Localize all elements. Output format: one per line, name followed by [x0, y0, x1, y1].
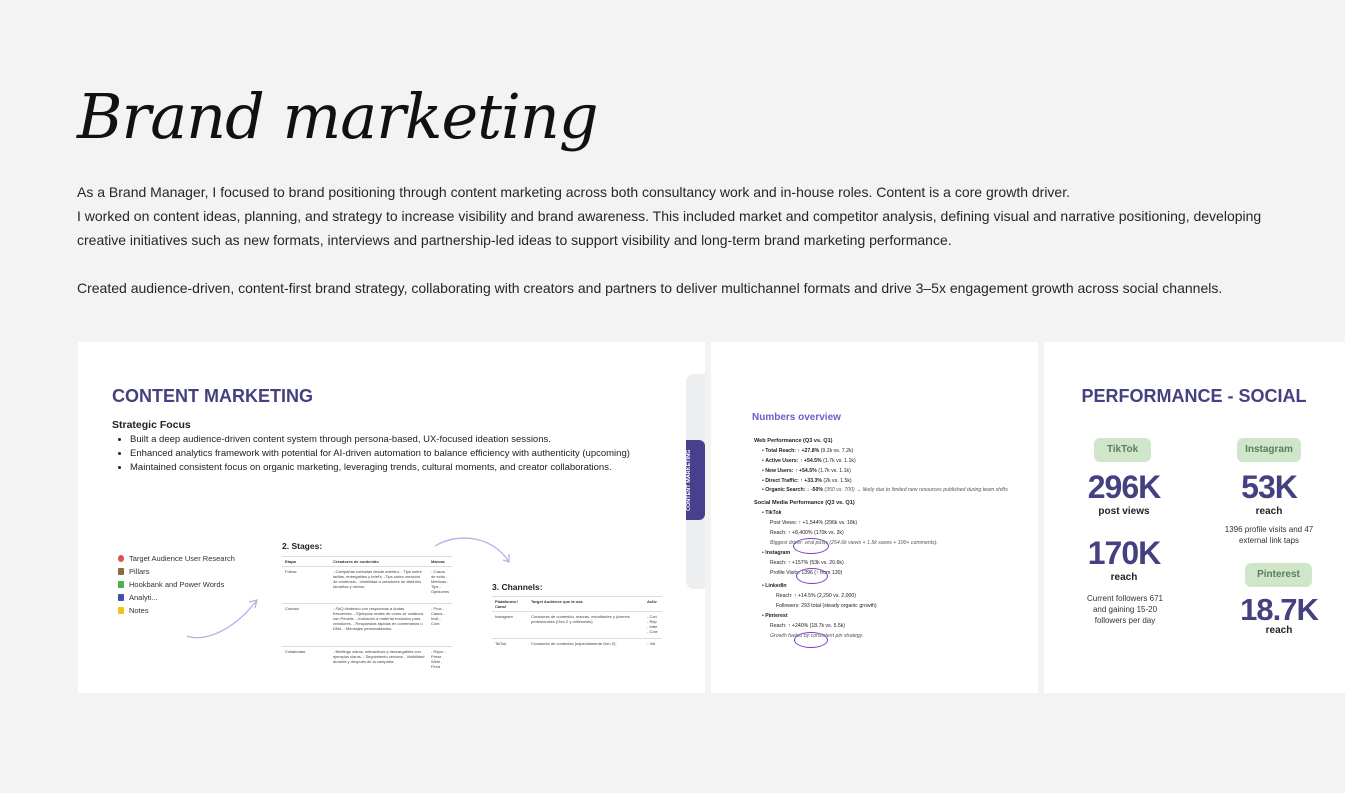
metric-delta: ↑ +54.5%	[794, 468, 817, 474]
table-cell: Creadores de contenido, marcas, estudiantes y jóvenes profesionales (Gen Z y millennials)	[528, 612, 644, 639]
metric-row: • New Users: ↑ +54.5% (1.7k vs. 1.1k)	[762, 468, 851, 474]
platform-label: • LinkedIn	[762, 583, 787, 589]
table-cell: - Campañas contadas desde adentro. - Tips sobre tarifas, entregables y brief's. -Tips sobre creación de contenido. -Visibilidad a creadores de distintos tamaños y nichos.	[330, 567, 428, 604]
intro-paragraph: Created audience-driven, content-first brand strategy, collaborating with creators and partners to deliver multichannel formats and drive 3–5x engagement growth across social channels.	[77, 280, 1223, 296]
image-gallery[interactable]	[78, 342, 1345, 693]
table-cell: - Proc - Casos - Invit - Cont	[428, 604, 452, 647]
table-cell: - Vid	[644, 639, 662, 649]
nav-item-label: Hookbank and Power Words	[129, 580, 225, 589]
platform-label: • TikTok	[762, 510, 782, 516]
metric-row: • Organic Search: ↓ -50% (350 vs. 700) → likely due to limited new resources published during team shifts	[762, 487, 1008, 493]
metric-row: • Direct Traffic: ↑ +33.3% (2k vs. 1.5k)	[762, 478, 852, 484]
list-item: • Enhanced analytics framework with potential for AI-driven automation to balance efficiency with authenticity (upcoming)	[130, 447, 640, 461]
nav-item	[118, 552, 235, 565]
tiktok-note: Current followers 671 and gaining 15-20 followers per day	[1086, 594, 1164, 625]
nav-item	[118, 565, 235, 578]
metric-label: Total Reach:	[765, 448, 797, 454]
metric-detail: (2k vs. 1.5k)	[823, 478, 852, 484]
metric-detail: (1.7k vs. 1.1k)	[823, 458, 856, 464]
table-row	[282, 604, 452, 647]
table-cell: - FAQ dinámico con respuestas a dudas frecuentes. - Ejemplos reales de cómo se colabora con Pencils. - Invitación a material exclusivo para creadores. - Respuestas rápidas en comentarios o DMs. - Mensajes personalizados.	[330, 604, 428, 647]
platform-name: LinkedIn	[765, 583, 787, 589]
channels-table	[492, 596, 662, 648]
tiktok-reach-value: 170K	[1087, 535, 1161, 571]
chart-icon	[118, 594, 124, 601]
table-cell: Follow	[282, 567, 330, 604]
pillar-icon	[118, 568, 124, 575]
platform-name: Pinterest	[765, 613, 788, 619]
metric-detail: (350 vs. 700) → likely due to limited new resources published during team shifts	[824, 487, 1008, 493]
table-cell: TikTok	[492, 639, 528, 649]
table-row	[492, 612, 662, 639]
slide-heading: PERFORMANCE - SOCIAL	[1081, 386, 1307, 406]
metric-row: • Total Reach: ↑ +27.8% (9.2k vs. 7.2k)	[762, 448, 854, 454]
content-marketing-slide[interactable]	[78, 342, 705, 693]
pinterest-reach-value: 18.7K	[1240, 592, 1318, 627]
table-header: Plataforma / Canal	[492, 597, 528, 612]
numbers-title: Numbers overview	[752, 412, 841, 423]
tiktok-views-label: post views	[1098, 506, 1150, 517]
nav-item-label: Notes	[129, 606, 149, 615]
platform-label: • Pinterest	[762, 613, 788, 619]
intro-paragraph: As a Brand Manager, I focused to brand positioning through content marketing across both consultancy work and in-house roles. Content is a core growth driver.	[77, 184, 1071, 200]
nav-item	[118, 578, 235, 591]
metric-delta: ↑ +27.8%	[797, 448, 820, 454]
table-header: Creadores de contenido	[330, 557, 428, 567]
tiktok-reach-label: reach	[1110, 572, 1138, 583]
metric-delta: ↑ +33.3%	[800, 478, 822, 484]
table-cell: Contact	[282, 604, 330, 647]
channels-title: 3. Channels:	[492, 582, 543, 592]
intro-text	[77, 180, 1307, 300]
metric-row: Post Views: ↑ +1,544% (296k vs. 18k)	[770, 520, 858, 526]
metric-row: Reach: ↑ +14.5% (2,290 vs. 2,000)	[776, 593, 857, 599]
metric-label: New Users:	[765, 468, 794, 474]
curved-arrow-icon	[183, 592, 263, 642]
table-cell: - Briefings claros, interactivos y descargables con ejemplos claros. - Seguimiento cercano - Visibilidad durante y después de la campaña.	[330, 647, 428, 672]
table-header: Target Audience que la usa	[528, 597, 644, 612]
instagram-note: 1396 profile visits and 47 external link taps	[1224, 525, 1314, 545]
metric-label: Organic Search:	[765, 487, 806, 493]
platform-name: Instagram	[765, 550, 791, 556]
platform-label: • Instagram	[762, 550, 791, 556]
metric-label: Active Users:	[765, 458, 799, 464]
instagram-reach-value: 53K	[1241, 469, 1297, 505]
table-row	[282, 567, 452, 604]
slide-heading: CONTENT MARKETING	[112, 386, 313, 406]
table-header: Etapa	[282, 557, 330, 567]
section-title: Web Performance (Q3 vs. Q1)	[754, 438, 833, 444]
table-row	[282, 647, 452, 672]
nav-item-label: Target Audience User Research	[129, 554, 235, 563]
table-cell: - Casos de éxito - Métricas - Tips - Opiniones	[428, 567, 452, 604]
side-tab: CONTENT MARKETING	[686, 440, 705, 520]
table-header: Marcas	[428, 557, 452, 567]
metric-row: Reach: ↑ +240% (18.7k vs. 5.5k)	[770, 623, 846, 629]
tiktok-pill: TikTok	[1094, 438, 1151, 462]
platform-name: TikTok	[765, 510, 782, 516]
numbers-body	[754, 434, 1029, 641]
table-row	[492, 639, 662, 649]
list-item: • Built a deep audience-driven content system through persona-based, UX-focused ideation sessions.	[130, 433, 640, 447]
section-title: Social Media Performance (Q3 vs. Q1)	[754, 500, 855, 506]
strategic-focus-list	[112, 433, 640, 475]
table-cell: - Con - Rep - Inter - Cole	[644, 612, 662, 639]
table-cell: Instagram	[492, 612, 528, 639]
metric-row: Reach: ↑ +157% (53k vs. 20.6k)	[770, 560, 844, 566]
instagram-pill: Instagram	[1237, 438, 1301, 462]
numbers-overview-slide[interactable]	[711, 342, 1038, 693]
metric-row: Biggest driver: viral posts (254.6k views + 1.5k saves + 100+ comments).	[770, 540, 938, 546]
highlight-circle	[793, 538, 829, 554]
nav-item-label: Analyti...	[129, 593, 158, 602]
pinterest-pill: Pinterest	[1245, 563, 1312, 587]
metric-row: Reach: ↑ +8,400% (170k vs. 2k)	[770, 530, 844, 536]
pinterest-reach-label: reach	[1265, 625, 1293, 636]
table-header: Activ	[644, 597, 662, 612]
performance-social-slide[interactable]	[1044, 342, 1345, 693]
metric-delta: ↑ +54.5%	[799, 458, 822, 464]
page-title: Brand marketing	[77, 80, 598, 153]
highlight-circle	[794, 632, 828, 648]
metric-row: Profile Visits: 1396 (↑ from 130)	[770, 570, 843, 576]
list-item: • Maintained consistent focus on organic marketing, leveraging trends, cultural moments, and creator collaborations.	[130, 461, 640, 475]
stages-table	[282, 556, 452, 671]
tiktok-views-value: 296K	[1087, 469, 1161, 505]
note-icon	[118, 607, 124, 614]
book-icon	[118, 581, 124, 588]
target-icon	[118, 555, 124, 562]
intro-paragraph: I worked on content ideas, planning, and strategy to increase visibility and brand awareness. This included market and competitor analysis, defining visual and narrative positioning, developing creative initiatives such as new formats, interviews and partnership-led ideas to support visibility and long-term brand marketing performance.	[77, 208, 1262, 248]
strategic-focus-title: Strategic Focus	[112, 419, 191, 431]
metric-delta: ↓ -50%	[806, 487, 823, 493]
metric-detail: (9.2k vs. 7.2k)	[820, 448, 854, 454]
metric-label: Direct Traffic:	[765, 478, 799, 484]
stages-title: 2. Stages:	[282, 541, 323, 551]
metric-detail: (1.7k vs. 1.1k)	[818, 468, 851, 474]
highlight-circle	[796, 568, 828, 584]
metric-row: Followers: 293 total (steady organic growth)	[776, 603, 877, 609]
instagram-reach-label: reach	[1255, 506, 1283, 517]
metric-row: Growth fueled by consistent pin strategy.	[770, 633, 864, 639]
metric-row: • Active Users: ↑ +54.5% (1.7k vs. 1.1k)	[762, 458, 856, 464]
table-cell: - Repo - Prese - Webi - Feed	[428, 647, 452, 672]
table-cell: Creadores de contenido (especialmente Gen Z),	[528, 639, 644, 649]
table-cell: Collaborate	[282, 647, 330, 672]
nav-item-label: Pillars	[129, 567, 150, 576]
